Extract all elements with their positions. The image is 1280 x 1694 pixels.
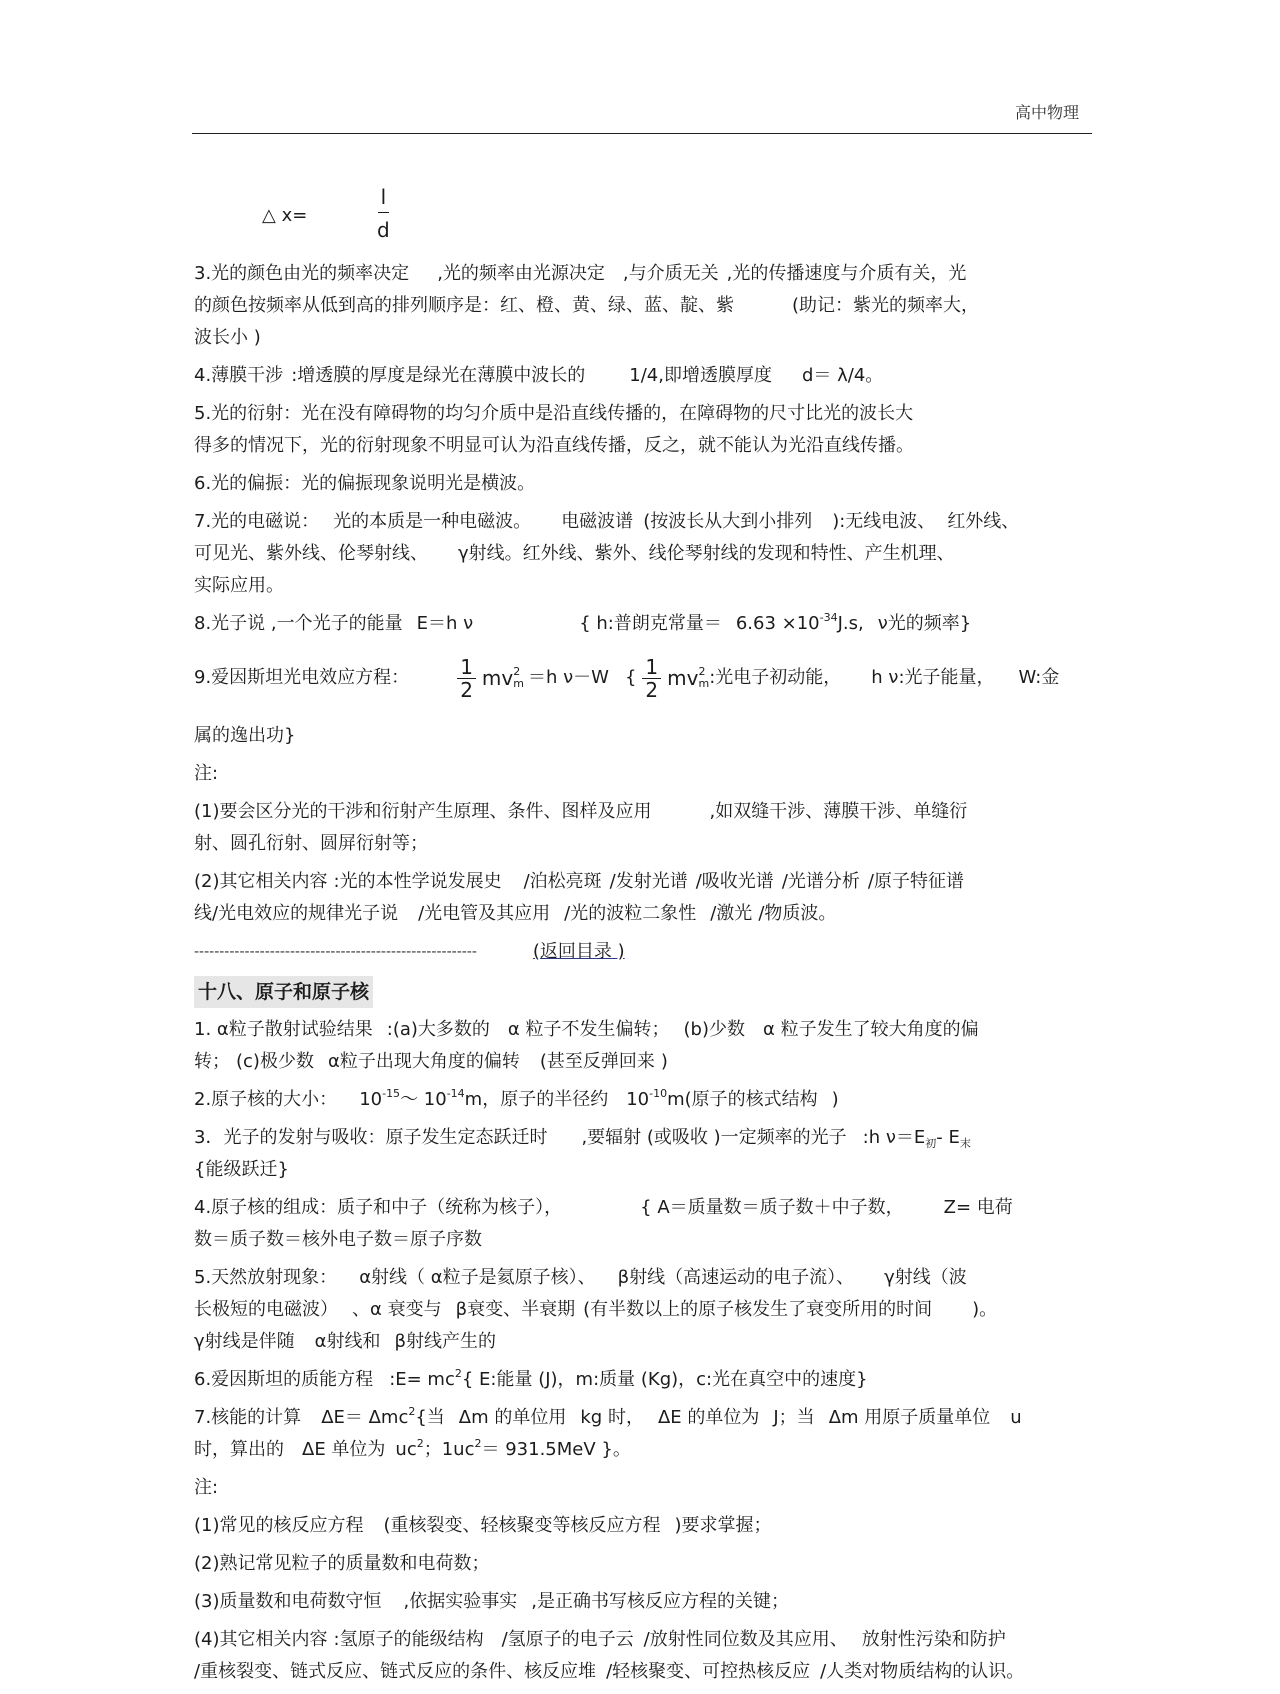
text-run: /光的波粒二象性	[564, 903, 697, 924]
superscript: -10	[649, 1087, 668, 1100]
text-run: α 粒子发生了较大角度的偏	[762, 1019, 979, 1040]
text-run: 长极短的电磁波）	[194, 1299, 338, 1320]
text-run: (1)常见的核反应方程	[194, 1515, 364, 1536]
text-run: 的颜色按频率从低到高的排列顺序是：红、橙、黄、绿、蓝、靛、紫	[194, 295, 734, 316]
text-run: ΔE 的单位为	[657, 1407, 760, 1428]
text-run: {	[624, 667, 637, 688]
text-run: 8.光子说 ,一个光子的能量	[194, 613, 403, 634]
text-run: (2)其它相关内容	[194, 871, 328, 892]
document-body	[194, 180, 1124, 1694]
section-title: 十八、原子和原子核	[194, 976, 373, 1008]
text-run: :h ν＝E	[862, 1127, 926, 1148]
optics-item-7	[194, 506, 1124, 602]
text-run: /光电管及其应用	[418, 903, 551, 924]
text-run: (1)要会区分光的干涉和衍射产生原理、条件、图样及应用	[194, 801, 652, 822]
text-run: mv	[481, 666, 514, 690]
atom-item-4	[194, 1192, 1124, 1256]
text-run: E＝h ν	[416, 613, 474, 634]
text-run: { A＝质量数＝质子数＋中子数，	[640, 1197, 904, 1218]
atom-note-2: (2)熟记常见粒子的质量数和电荷数；	[194, 1553, 490, 1574]
text-run: Δm 用原子质量单位	[828, 1407, 991, 1428]
text-run: 转；	[194, 1051, 230, 1072]
text-run: uc	[395, 1439, 417, 1460]
text-run: β射线（高速运动的电子流）、	[617, 1267, 855, 1288]
text-run: α射线和	[314, 1331, 381, 1352]
subscript: 初	[925, 1137, 937, 1150]
atom-note-label: 注:	[194, 1477, 219, 1498]
text-run: 、α 衰变与	[352, 1299, 442, 1320]
text-run: /激光	[710, 903, 753, 924]
text-run: ～ 10	[400, 1089, 447, 1110]
text-run: ,如双缝干涉、薄膜干涉、单缝衍	[709, 801, 968, 822]
text-run: γ射线。红外线、紫外、线伦琴射线的发现和特性、产生机理、	[458, 543, 955, 564]
text-run: )	[831, 1089, 839, 1110]
text-run: 4.原子核的组成：质子和中子（统称为核子），	[194, 1197, 563, 1218]
page-header-subject: 高中物理	[1015, 103, 1080, 122]
text-run: m，原子的半径约	[464, 1089, 609, 1110]
text-run: 7.核能的计算	[194, 1407, 302, 1428]
text-run: :增透膜的厚度是绿光在薄膜中波长的	[291, 365, 586, 386]
text-run: ＝ 931.5MeV }	[481, 1439, 613, 1460]
text-run: )要求掌握；	[674, 1515, 772, 1536]
text-run: - E	[936, 1127, 960, 1148]
text-run: d＝ λ/4。	[801, 365, 884, 386]
text-run: )	[660, 1051, 668, 1072]
text-run: 5.光的衍射：光在没有障碍物的均匀介质中是沿直线传播的，在障碍物的尺寸比光的波长大	[194, 403, 914, 424]
text-run: 4.薄膜干涉	[194, 365, 284, 386]
formula-lhs: △ x=	[262, 205, 308, 226]
optics-note-label: 注:	[194, 763, 219, 784]
fraction-numerator: 1	[642, 656, 661, 679]
text-run: /重核裂变、链式反应、链式反应的条件、核反应堆	[194, 1661, 597, 1682]
text-run: 10	[359, 1089, 383, 1110]
text-run: α 粒子不发生偏转；	[507, 1019, 670, 1040]
text-run: Z= 电荷	[943, 1197, 1013, 1218]
text-run: /人类对物质结构的认识。	[820, 1661, 1025, 1682]
text-run: m(原子的核式结构	[667, 1089, 818, 1110]
text-run: γ射线（波	[884, 1267, 967, 1288]
subscript: m	[698, 677, 710, 690]
section-divider	[194, 936, 1124, 968]
fraction-numerator: 1	[457, 656, 476, 679]
text-run: J.s,	[837, 613, 864, 634]
text-run: (有半数以上的原子核发生了衰变所用的时间	[583, 1299, 933, 1320]
text-run: { h:普朗克常量＝	[579, 613, 722, 634]
optics-item-9	[194, 646, 1124, 710]
text-run: /放射性同位数及其应用、	[643, 1629, 848, 1650]
text-run: mv	[667, 666, 699, 690]
superscript: -14	[446, 1087, 465, 1100]
text-run: ν光的频率}	[877, 613, 972, 634]
text-run: :光的本性学说发展史	[333, 871, 502, 892]
header-rule	[192, 133, 1092, 134]
optics-item-4	[194, 360, 1124, 392]
text-run: /光谱分析	[781, 871, 860, 892]
text-run: J；当	[773, 1407, 815, 1428]
optics-item-9-cont: 属的逸出功}	[194, 725, 296, 746]
fraction-half	[457, 656, 476, 701]
text-run: 红外线、	[947, 511, 1020, 532]
text-run: 电磁波谱	[561, 511, 634, 532]
optics-note-1	[194, 796, 1124, 860]
optics-item-3	[194, 258, 1124, 354]
text-run: kg 时，	[580, 1407, 644, 1428]
text-run: 线/光电效应的规律光子说	[194, 903, 399, 924]
optics-item-6: 6.光的偏振：光的偏振现象说明光是横波。	[194, 473, 536, 494]
dashed-divider: --------------------------------------------------------	[194, 944, 477, 960]
text-run: u	[1010, 1407, 1022, 1428]
text-run: (甚至反弹回来	[539, 1051, 655, 1072]
subscript: m	[513, 677, 524, 690]
text-run: 6.爱因斯坦的质能方程	[194, 1369, 374, 1390]
text-run: γ射线是伴随	[194, 1331, 295, 1352]
text-run: 1. α粒子散射试验结果	[194, 1019, 373, 1040]
superscript: -34	[819, 611, 838, 624]
formula-delta-x	[262, 180, 1124, 250]
superscript: 2	[513, 665, 521, 678]
text-run: 。	[612, 1439, 631, 1460]
superscript: 2	[408, 1405, 416, 1418]
text-run: (4)其它相关内容	[194, 1629, 328, 1650]
text-run: 5.天然放射现象：	[194, 1267, 338, 1288]
text-run: /物质波。	[758, 903, 837, 924]
text-run: /吸收光谱	[695, 871, 774, 892]
formula-fraction	[374, 182, 393, 247]
text-run: :氢原子的能级结构	[333, 1629, 484, 1650]
text-run: 1/4,即增透膜厚度	[629, 365, 772, 386]
text-run: 得多的情况下，光的衍射现象不明显可认为沿直线传播，反之，就不能认为光沿直线传播。	[194, 435, 914, 456]
text-run: /原子特征谱	[867, 871, 964, 892]
text-run: ,与介质无关	[622, 263, 719, 284]
atom-item-5	[194, 1262, 1124, 1358]
text-run: ,依据实验事实	[403, 1591, 518, 1612]
text-run: 2.原子核的大小：	[194, 1089, 338, 1110]
text-run: ,光的频率由光源决定	[437, 263, 605, 284]
text-run: (3)质量数和电荷数守恒	[194, 1591, 382, 1612]
text-run: /氢原子的电子云	[501, 1629, 634, 1650]
text-run: (助记：紫光的频率大，	[792, 295, 980, 316]
text-run: α射线（ α粒子是氦原子核）、	[359, 1267, 596, 1288]
back-to-toc-link[interactable]: (返回目录 )	[532, 941, 625, 962]
text-run: /发射光谱	[609, 871, 688, 892]
fraction-denominator: 2	[460, 677, 473, 702]
text-run: Δm 的单位用	[458, 1407, 567, 1428]
text-run: ΔE＝ Δmc	[321, 1407, 409, 1428]
atom-note-3	[194, 1586, 1124, 1618]
text-run: {能级跃迁}	[194, 1159, 289, 1180]
text-run: 光的本质是一种电磁波。	[333, 511, 532, 532]
text-run: (c)极少数	[236, 1051, 314, 1072]
fraction-half	[642, 656, 661, 701]
text-run: h ν:光子能量，	[871, 667, 995, 688]
text-run: 数＝质子数＝核外电子数＝原子序数	[194, 1229, 482, 1250]
formula-denominator: d	[377, 218, 390, 242]
text-run: )。	[972, 1299, 998, 1320]
atom-item-3	[194, 1122, 1124, 1186]
atom-item-2	[194, 1084, 1124, 1116]
text-run: (b)少数	[683, 1019, 745, 1040]
superscript: 2	[474, 1437, 482, 1450]
text-run: 波长小 )	[194, 327, 261, 348]
text-run: 实际应用。	[194, 575, 284, 596]
text-run: (重核裂变、轻核聚变等核反应方程	[383, 1515, 661, 1536]
text-run: {当	[415, 1407, 445, 1428]
text-run: (按波长从大到小排列	[643, 511, 813, 532]
superscript: 2	[698, 665, 706, 678]
optics-item-5	[194, 398, 1124, 462]
text-run: ,要辐射 (或吸收 )一定频率的光子	[581, 1127, 847, 1148]
atom-item-6	[194, 1364, 1124, 1396]
atom-item-1	[194, 1014, 1124, 1078]
optics-note-2	[194, 866, 1124, 930]
text-run: 3.光的颜色由光的频率决定	[194, 263, 410, 284]
text-run: β衰变、半衰期	[455, 1299, 576, 1320]
text-run: ΔE 单位为	[302, 1439, 386, 1460]
text-run: α粒子出现大角度的偏转	[327, 1051, 520, 1072]
optics-item-8	[194, 608, 1124, 640]
fraction-denominator: 2	[645, 677, 659, 702]
atom-note-4	[194, 1624, 1124, 1688]
text-run: :光电子初动能，	[709, 667, 842, 688]
text-run: β射线产生的	[394, 1331, 497, 1352]
text-run: 10	[626, 1089, 650, 1110]
text-run: W:金	[1018, 667, 1060, 688]
atom-item-7	[194, 1402, 1124, 1466]
text-run: :E= mc	[389, 1369, 455, 1390]
text-run: ,是正确书写核反应方程的关键；	[531, 1591, 789, 1612]
text-run: 6.63 ×10	[735, 613, 820, 634]
subscript: 末	[959, 1137, 971, 1150]
text-run: :(a)大多数的	[386, 1019, 490, 1040]
text-run: 射、圆孔衍射、圆屏衍射等；	[194, 833, 428, 854]
text-run: 3．光子的发射与吸收：原子发生定态跃迁时	[194, 1127, 548, 1148]
text-run: 9.爱因斯坦光电效应方程：	[194, 667, 410, 688]
text-run: 可见光、紫外线、伦琴射线、	[194, 543, 428, 564]
text-run: ,光的传播速度与介质有关，光	[726, 263, 967, 284]
superscript: 2	[454, 1367, 462, 1380]
formula-numerator: l	[378, 182, 390, 213]
superscript: -15	[382, 1087, 401, 1100]
superscript: 2	[416, 1437, 424, 1450]
text-run: ):无线电波、	[832, 511, 936, 532]
text-run: 时，算出的	[194, 1439, 284, 1460]
text-run: /轻核聚变、可控热核反应	[606, 1661, 811, 1682]
text-run: ；1uc	[423, 1439, 475, 1460]
text-run: 放射性污染和防护	[861, 1629, 1006, 1650]
text-run: ＝h ν－W	[527, 667, 609, 688]
text-run: { E:能量 (J)，m:质量 (Kg)，c:光在真空中的速度}	[461, 1369, 868, 1390]
text-run: 7.光的电磁说：	[194, 511, 320, 532]
text-run: /泊松亮斑	[523, 871, 602, 892]
section-18	[194, 974, 1124, 1688]
atom-note-1	[194, 1510, 1124, 1542]
